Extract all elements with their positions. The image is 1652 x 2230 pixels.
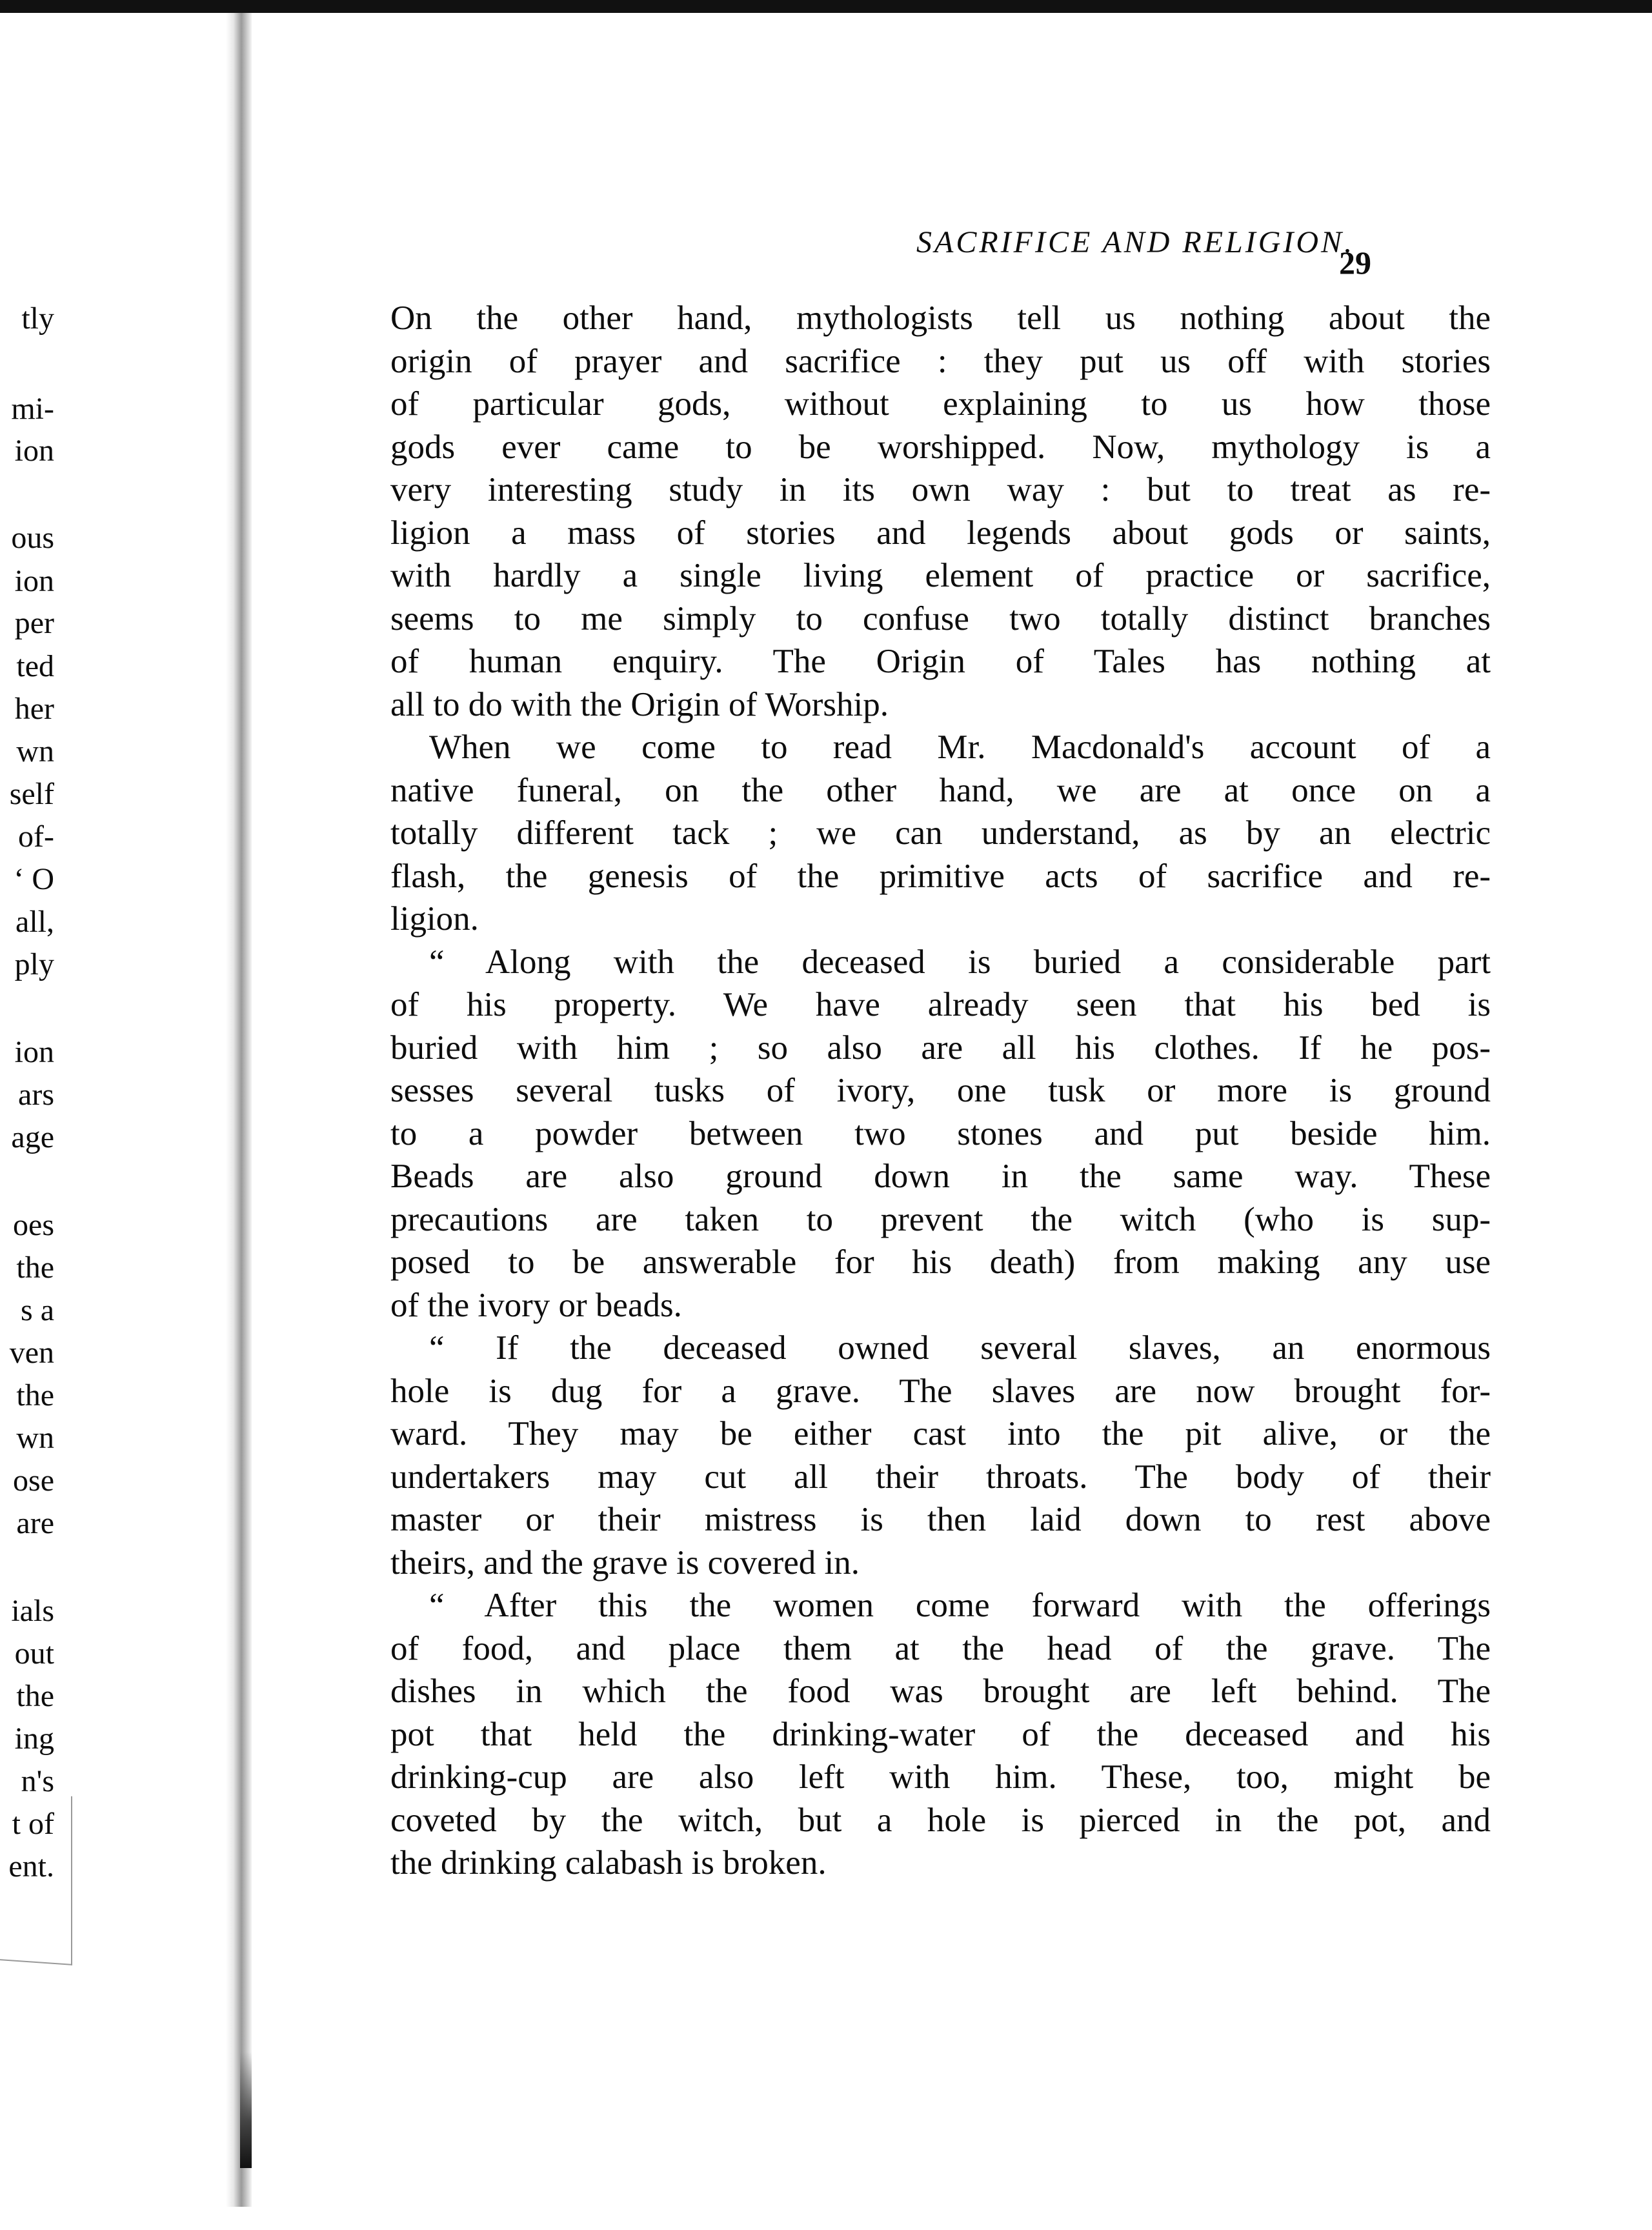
facing-line: wn — [16, 734, 54, 768]
text-line: hole is dug for a grave. The slaves are now brought for- — [390, 1372, 1491, 1410]
facing-line: mi- — [11, 392, 54, 426]
text-line: master or their mistress is then laid down to rest above — [390, 1501, 1491, 1538]
facing-line: wn — [16, 1421, 54, 1455]
text-line: of his property. We have already seen that his bed is — [390, 986, 1491, 1023]
facing-line: tly — [21, 301, 54, 336]
text-line: When we come to read Mr. Macdonald's account of a — [429, 728, 1491, 766]
text-line: theirs, and the grave is covered in. — [390, 1543, 860, 1582]
text-line: seems to me simply to confuse two totally distinct branches — [390, 599, 1491, 638]
text-line: of food, and place them at the head of the grave. The — [390, 1629, 1491, 1667]
text-line: of human enquiry. The Origin of Tales has nothing at — [390, 643, 1491, 680]
facing-line: age — [11, 1120, 54, 1154]
text-line: very interesting study in its own way : but to treat as re- — [390, 471, 1491, 508]
paragraph — [390, 1327, 1491, 1584]
facing-line: ars — [18, 1078, 54, 1112]
text-line: “ Along with the deceased is buried a considerable part — [429, 943, 1491, 981]
facing-line: t of — [12, 1807, 54, 1841]
book-page — [252, 13, 1626, 2207]
text-line: all to do with the Origin of Worship. — [390, 685, 889, 723]
text-line: coveted by the witch, but a hole is pierced in the pot, and — [390, 1801, 1491, 1839]
facing-line: are — [16, 1506, 54, 1540]
facing-line: ion — [14, 434, 54, 468]
text-line: drinking-cup are also left with him. These, too, might be — [390, 1758, 1491, 1796]
facing-line: ion — [14, 1035, 54, 1069]
facing-line: ose — [13, 1463, 54, 1498]
paragraph — [390, 726, 1491, 941]
facing-line: oes — [13, 1208, 54, 1242]
facing-line: the — [16, 1251, 54, 1285]
text-line: origin of prayer and sacrifice : they put us off with stories — [390, 342, 1491, 380]
paragraph — [390, 297, 1491, 726]
text-line: gods ever came to be worshipped. Now, mythology is a — [390, 428, 1491, 466]
facing-line: ion — [14, 564, 54, 598]
facing-line: ous — [11, 521, 54, 555]
facing-line: s a — [21, 1293, 54, 1327]
text-line: of particular gods, without explaining to us how those — [390, 385, 1491, 423]
facing-line: ven — [9, 1336, 54, 1370]
text-line: buried with him ; so also are all his clothes. If he pos- — [390, 1029, 1491, 1067]
scan-border-top — [0, 0, 1652, 13]
text-line: ligion. — [390, 900, 479, 938]
body-text — [390, 297, 1491, 1885]
text-line: precautions are taken to prevent the witch (who is sup- — [390, 1200, 1491, 1238]
text-line: posed to be answerable for his death) from making any use — [390, 1243, 1491, 1281]
facing-line: ials — [11, 1594, 54, 1628]
facing-line: ted — [16, 649, 54, 683]
facing-line: self — [9, 777, 54, 811]
text-line: On the other hand, mythologists tell us nothing about the — [390, 299, 1491, 337]
text-line: native funeral, on the other hand, we are at once on a — [390, 771, 1491, 809]
facing-line: all, — [15, 905, 54, 939]
text-line: to a powder between two stones and put beside him. — [390, 1114, 1491, 1152]
text-line: pot that held the drinking-water of the deceased and his — [390, 1715, 1491, 1753]
book-gutter — [226, 13, 252, 2207]
paper-slip — [0, 1791, 72, 1965]
facing-line: ply — [14, 947, 54, 981]
facing-line: n's — [21, 1764, 54, 1798]
text-line: undertakers may cut all their throats. The body of their — [390, 1458, 1491, 1496]
facing-line: ‘ O — [14, 862, 54, 896]
text-line: ligion a mass of stories and legends about gods or saints, — [390, 514, 1491, 552]
running-head: SACRIFICE AND RELIGION. — [916, 225, 1355, 259]
facing-line: out — [14, 1636, 54, 1671]
paragraph — [390, 1584, 1491, 1885]
text-line: the drinking calabash is broken. — [390, 1844, 827, 1882]
facing-line: her — [14, 692, 54, 726]
text-line: sesses several tusks of ivory, one tusk or more is ground — [390, 1072, 1491, 1109]
facing-line: ing — [14, 1722, 54, 1756]
text-line: totally different tack ; we can understand, as by an electric — [390, 814, 1491, 852]
text-line: flash, the genesis of the primitive acts of sacrifice and re- — [390, 857, 1491, 895]
text-line: “ After this the women come forward with the offerings — [429, 1587, 1491, 1624]
facing-line: ent. — [8, 1849, 54, 1883]
text-line: dishes in which the food was brought are left behind. The — [390, 1672, 1491, 1710]
facing-page — [0, 13, 245, 2207]
facing-line: the — [16, 1679, 54, 1713]
paragraph — [390, 941, 1491, 1327]
facing-line: of- — [18, 819, 54, 854]
page-number: 29 — [1339, 245, 1371, 281]
text-line: Beads are also ground down in the same way. These — [390, 1158, 1491, 1195]
facing-line: per — [14, 606, 54, 640]
text-line: “ If the deceased owned several slaves, an enormous — [429, 1329, 1491, 1367]
facing-line: the — [16, 1378, 54, 1412]
text-line: with hardly a single living element of practice or sacrifice, — [390, 557, 1491, 594]
scan-border-bottom — [0, 2207, 1652, 2230]
text-line: of the ivory or beads. — [390, 1286, 682, 1324]
text-line: ward. They may be either cast into the pit alive, or the — [390, 1415, 1491, 1452]
